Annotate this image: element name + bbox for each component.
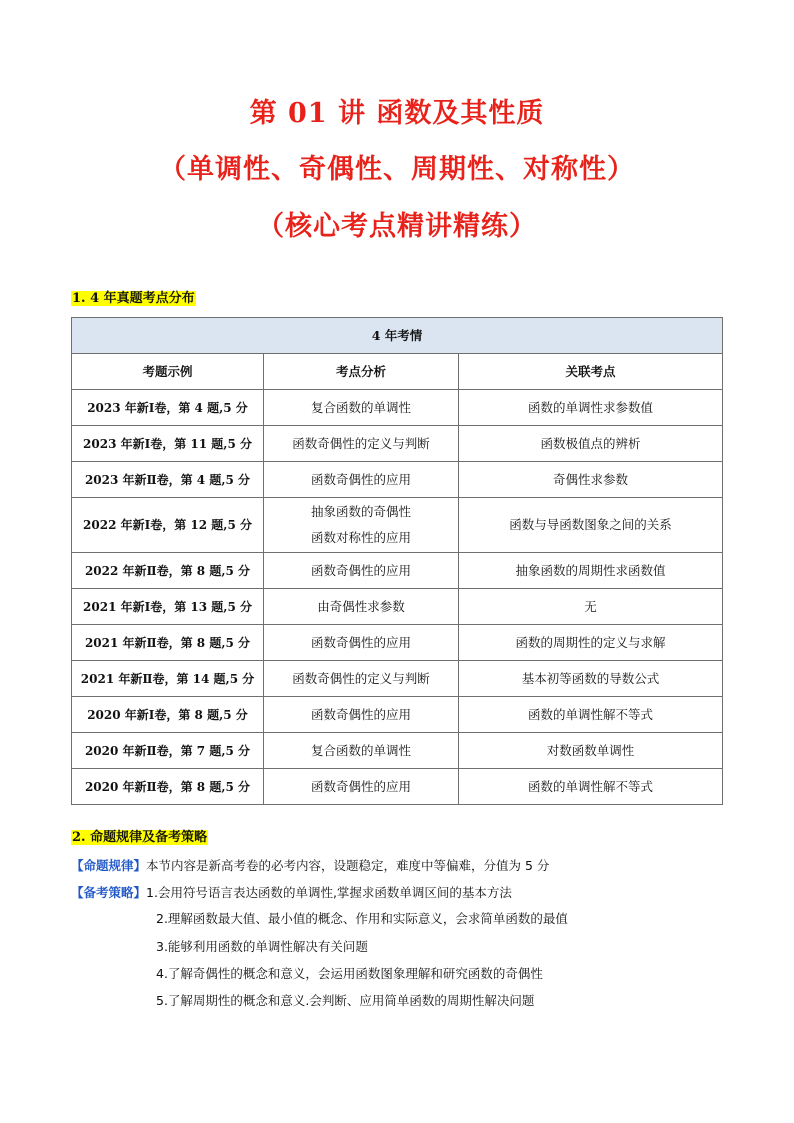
table-row <box>72 498 723 553</box>
strategy-tag: 【备考策略】 <box>71 885 147 900</box>
exam-distribution-table <box>71 317 723 805</box>
cell-analysis <box>264 426 459 462</box>
table-row <box>72 661 723 697</box>
strategy-item: 3.能够利用函数的单调性解决有关问题 <box>156 939 368 954</box>
section-heading-strategy <box>71 829 208 846</box>
lecture-subtitle-core: （核心考点精讲精练） <box>257 211 537 242</box>
cell-analysis-line: 函数奇偶性的定义与判断 <box>292 670 430 686</box>
proposition-rule-text: 本节内容是新高考卷的必考内容，设题稳定，难度中等偏难，分值为 5 分 <box>146 858 550 873</box>
cell-exam-example: 2020 年新Ⅱ卷，第 7 题,5 分 <box>72 733 264 769</box>
column-header-analysis: 考点分析 <box>264 354 459 390</box>
table-row <box>72 553 723 589</box>
cell-analysis <box>264 697 459 733</box>
cell-exam-example: 2021 年新Ⅱ卷，第 14 题,5 分 <box>72 661 264 697</box>
cell-analysis <box>264 733 459 769</box>
lecture-subtitle-topics: （单调性、奇偶性、周期性、对称性） <box>159 154 635 185</box>
table-row <box>72 769 723 805</box>
cell-exam-example: 2020 年新Ⅱ卷，第 8 题,5 分 <box>72 769 264 805</box>
cell-analysis <box>264 625 459 661</box>
strategy-item: 5.了解周期性的概念和意义.会判断、应用简单函数的周期性解决问题 <box>156 993 535 1008</box>
cell-analysis-line: 函数奇偶性的应用 <box>310 634 411 650</box>
cell-analysis <box>264 462 459 498</box>
cell-analysis-line: 函数对称性的应用 <box>310 530 411 545</box>
cell-related: 函数的单调性解不等式 <box>459 769 723 805</box>
table-row <box>72 697 723 733</box>
table-row <box>72 589 723 625</box>
cell-related: 函数的单调性解不等式 <box>459 697 723 733</box>
strategy-item: 2.理解函数最大值、最小值的概念、作用和实际意义，会求简单函数的最值 <box>156 911 568 926</box>
cell-exam-example: 2023 年新Ⅰ卷，第 11 题,5 分 <box>72 426 264 462</box>
cell-exam-example: 2023 年新Ⅰ卷，第 4 题,5 分 <box>72 390 264 426</box>
cell-related: 函数的单调性求参数值 <box>459 390 723 426</box>
cell-analysis <box>264 589 459 625</box>
strategy-line <box>71 883 731 903</box>
cell-related: 奇偶性求参数 <box>459 462 723 498</box>
cell-analysis-line: 复合函数的单调性 <box>310 742 411 758</box>
cell-exam-example: 2020 年新Ⅰ卷，第 8 题,5 分 <box>72 697 264 733</box>
cell-analysis-line: 复合函数的单调性 <box>310 399 411 415</box>
cell-exam-example: 2022 年新Ⅰ卷，第 12 题,5 分 <box>72 498 264 553</box>
cell-exam-example: 2023 年新Ⅱ卷，第 4 题,5 分 <box>72 462 264 498</box>
strategy-item: 1.会用符号语言表达函数的单调性,掌握求函数单调区间的基本方法 <box>146 885 512 900</box>
section-heading-distribution-text: 1. 4 年真题考点分布 <box>72 291 195 306</box>
lecture-title: 第 01 讲 函数及其性质 <box>249 98 545 129</box>
cell-analysis-line: 函数奇偶性的应用 <box>310 471 411 487</box>
table-body <box>72 390 723 805</box>
column-header-related: 关联考点 <box>459 354 723 390</box>
cell-exam-example: 2021 年新Ⅰ卷，第 13 题,5 分 <box>72 589 264 625</box>
cell-analysis-line: 抽象函数的奇偶性 <box>310 504 411 519</box>
cell-exam-example: 2021 年新Ⅱ卷，第 8 题,5 分 <box>72 625 264 661</box>
cell-analysis <box>264 498 459 553</box>
cell-related: 对数函数单调性 <box>459 733 723 769</box>
proposition-rule-line <box>71 856 731 876</box>
table-row <box>72 390 723 426</box>
cell-analysis <box>264 390 459 426</box>
cell-analysis <box>264 661 459 697</box>
cell-related: 抽象函数的周期性求函数值 <box>459 553 723 589</box>
cell-exam-example: 2022 年新Ⅱ卷，第 8 题,5 分 <box>72 553 264 589</box>
table-row <box>72 733 723 769</box>
cell-related: 函数与导函数图象之间的关系 <box>459 498 723 553</box>
cell-analysis-line: 函数奇偶性的定义与判断 <box>292 435 430 451</box>
table-caption: 4 年考情 <box>72 318 723 354</box>
proposition-rule-tag: 【命题规律】 <box>71 858 147 873</box>
strategy-item: 4.了解奇偶性的概念和意义，会运用函数图象理解和研究函数的奇偶性 <box>156 966 543 981</box>
cell-related: 无 <box>459 589 723 625</box>
column-header-example: 考题示例 <box>72 354 264 390</box>
table-row <box>72 462 723 498</box>
cell-related: 函数的周期性的定义与求解 <box>459 625 723 661</box>
cell-analysis-line: 函数奇偶性的应用 <box>310 706 411 722</box>
cell-analysis-line: 由奇偶性求参数 <box>317 598 405 614</box>
section-heading-distribution <box>71 290 196 307</box>
table-row <box>72 625 723 661</box>
cell-related: 基本初等函数的导数公式 <box>459 661 723 697</box>
cell-analysis-line: 函数奇偶性的应用 <box>310 562 411 578</box>
section-heading-strategy-text: 2. 命题规律及备考策略 <box>72 830 208 845</box>
table-row <box>72 426 723 462</box>
cell-analysis <box>264 553 459 589</box>
cell-analysis-line: 函数奇偶性的应用 <box>310 778 411 794</box>
cell-analysis <box>264 769 459 805</box>
cell-related: 函数极值点的辨析 <box>459 426 723 462</box>
